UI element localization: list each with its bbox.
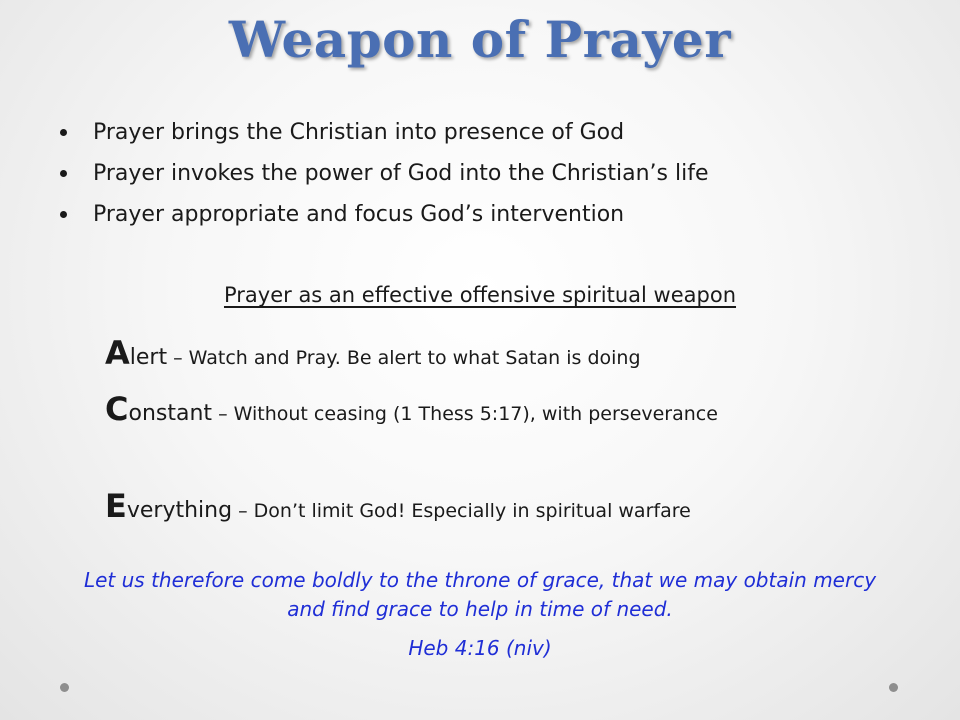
bullet-text: Prayer brings the Christian into presence of God: [93, 120, 625, 145]
acronym-description: – Don’t limit God! Especially in spiritual warfare: [232, 500, 691, 522]
acronym-line-c: [105, 390, 875, 428]
scripture-reference: Heb 4:16 (niv): [408, 636, 552, 660]
scripture-quote: Let us therefore come boldly to the throne of grace, that we may obtain mercy and find grace to help in time of need.: [83, 568, 877, 621]
acronym-letter: A: [105, 334, 130, 372]
bullet-text: Prayer invokes the power of God into the Christian’s life: [93, 161, 709, 186]
acronym-description: – Without ceasing (1 Thess 5:17), with perseverance: [212, 403, 718, 425]
bullet-item: [60, 112, 920, 153]
decorative-dot-icon: [60, 683, 69, 692]
bullet-dot-icon: [60, 129, 67, 136]
acronym-description: – Watch and Pray. Be alert to what Satan is doing: [167, 347, 641, 369]
bullet-dot-icon: [60, 211, 67, 218]
acronym-letter: C: [105, 390, 129, 428]
acronym-line-e: [105, 487, 875, 525]
decorative-dot-icon: [889, 683, 898, 692]
section-subheading: Prayer as an effective offensive spiritual weapon: [223, 283, 737, 307]
bullet-dot-icon: [60, 170, 67, 177]
acronym-line-a: [105, 334, 875, 372]
acronym-word-rest: lert: [129, 345, 168, 370]
bullet-text: Prayer appropriate and focus God’s intervention: [93, 202, 625, 227]
bullet-list: [60, 112, 920, 235]
acronym-letter: E: [105, 487, 127, 525]
acronym-word-rest: onstant: [128, 401, 213, 426]
slide-title: Weapon of Prayer: [228, 10, 732, 69]
acronym-word-rest: verything: [126, 498, 233, 523]
bullet-item: [60, 194, 920, 235]
bullet-item: [60, 153, 920, 194]
